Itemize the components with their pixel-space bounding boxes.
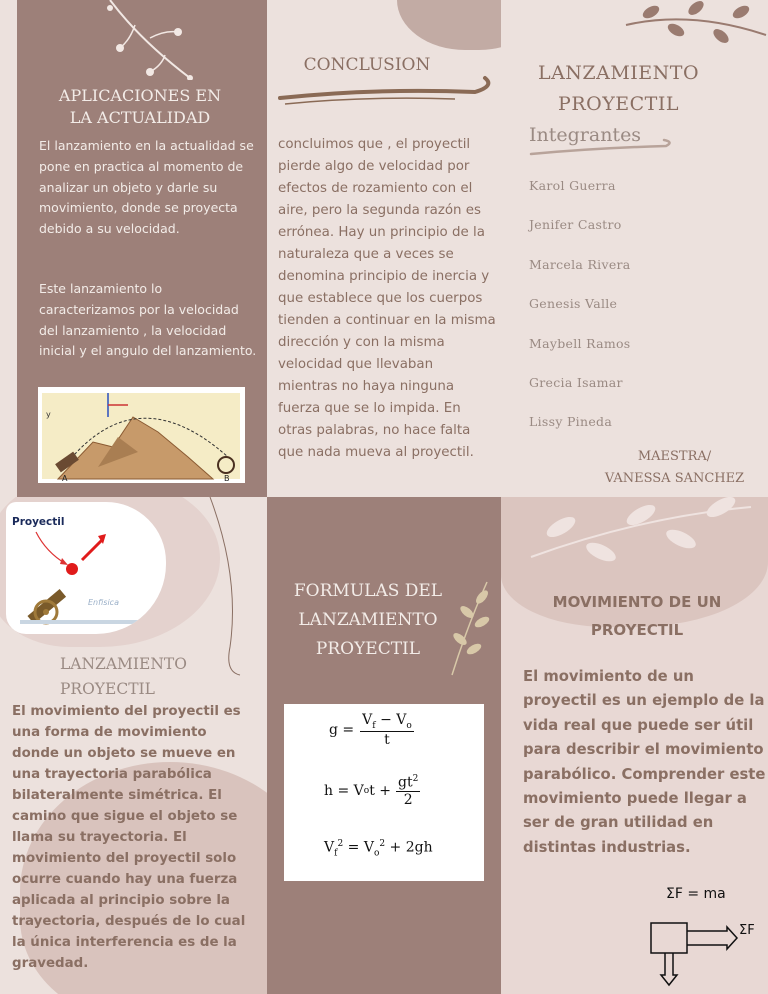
- cannon-figure: [6, 502, 166, 634]
- panel-projectile-definition: [0, 497, 267, 994]
- svg-text:y: y: [46, 410, 51, 419]
- member-name: Jenifer Castro: [529, 217, 622, 232]
- thin-line-decoration-icon: [200, 497, 260, 677]
- definition-title: LANZAMIENTO PROYECTIL: [60, 655, 187, 698]
- cover-title: LANZAMIENTO PROYECTIL: [537, 62, 700, 115]
- formula-velocity: $V_f^2 = V_o^2 + 2gh$: [324, 839, 433, 859]
- movement-title: MOVIMIENTO DE UN PROYECTIL: [552, 593, 722, 639]
- svg-text:A: A: [62, 474, 68, 483]
- panel-formulas: [267, 497, 501, 994]
- member-name: Lissy Pineda: [529, 414, 613, 429]
- member-name: Genesis Valle: [529, 296, 618, 311]
- svg-text:B: B: [224, 474, 230, 483]
- conclusion-title: CONCLUSION: [303, 55, 431, 75]
- force-label: ΣF: [739, 923, 755, 938]
- formula-gravity: g = $\frac{V_f - V_o}{t}$: [329, 712, 412, 748]
- member-name: Maybell Ramos: [529, 336, 631, 351]
- member-name: Grecia Isamar: [529, 375, 623, 390]
- formula-height: h = V o t + $\frac{gt^2}{2}$: [324, 774, 419, 808]
- member-name: Karol Guerra: [529, 178, 616, 193]
- force-diagram: [647, 919, 767, 989]
- panel-movement: [501, 497, 768, 994]
- mauve-blob: [397, 0, 501, 50]
- teacher-name: MAESTRA/ VANESSA SANCHEZ: [604, 449, 745, 486]
- conclusion-body: concluimos que , el proyectil pierde algo de velocidad por efectos de rozamiento con el aire, pero la segunda razón es errónea. Hay un principio de la naturaleza que a veces se denomina principio de inercia y que establece que los cuerpos tienden a continuar en la misma dirección y con la misma velocidad que llevaban mientras no haya ninguna fuerza que se lo impida. En otras palabras, no hace falta que nada mueva al proyectil.: [278, 137, 496, 460]
- panel-cover: [501, 0, 768, 497]
- leaf-branch-icon: [621, 0, 768, 50]
- movement-body: El movimiento de un proyectil es un ejemplo de la vida real que puede ser útil para describir el movimiento parabólico. Comprender este movimiento puede llegar a ser de gran utilidad en distintas industrias.: [523, 668, 766, 856]
- heading-underline-icon: [526, 138, 676, 160]
- branch-decoration-icon: [90, 0, 200, 80]
- applications-title: APLICACIONES EN LA ACTUALIDAD: [58, 86, 222, 127]
- panel-applications: [0, 0, 267, 497]
- applications-paragraph-2: Este lanzamiento lo caracterizamos por la velocidad del lanzamiento , la velocidad inicial y el angulo del lanzamiento.: [39, 281, 257, 359]
- projectile-mountain-figure: [38, 387, 245, 483]
- definition-body: El movimiento del proyectil es una forma de movimiento donde un objeto se mueve en una trayectoria parabólica bilateralmente simétrica. El camino que sigue el objeto se llama su trayectoria. El movimiento del proyectil solo ocurre cuando hay una fuerza aplicada al principio sobre la trayectoria, después de lo cual la única interferencia es de la gravedad.: [12, 704, 246, 971]
- brush-underline-icon: [275, 74, 495, 108]
- newton-equation: ΣF = ma: [666, 886, 726, 902]
- figure-label: Proyectil: [12, 516, 65, 528]
- applications-paragraph-1: El lanzamiento en la actualidad se pone en practica al momento de analizar un objeto y darle su movimiento, donde se proyecta debido a su velocidad.: [39, 138, 254, 237]
- leaf-watermark-icon: [521, 497, 761, 577]
- formulas-title: FORMULAS DEL LANZAMIENTO PROYECTIL: [293, 581, 443, 659]
- figure-watermark: Enfisica: [88, 598, 119, 607]
- member-name: Marcela Rivera: [529, 257, 631, 272]
- formulas-box: [284, 704, 484, 881]
- members-heading: Integrantes: [529, 124, 642, 146]
- panel-conclusion: [267, 0, 501, 497]
